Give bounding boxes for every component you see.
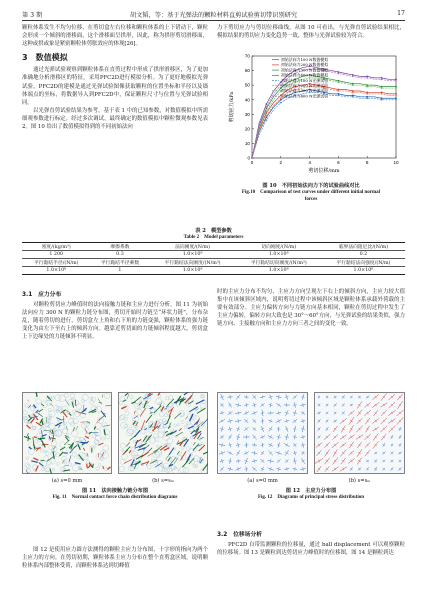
y-tick-label: 40 [244, 97, 250, 103]
y-tick-label: 30 [244, 111, 250, 117]
table-header-cell: 密度/(kg/m³) [22, 242, 90, 250]
legend-label: 初始法向力400 N光弹试验 [281, 93, 329, 99]
fig10-caption-en: Fig.10 Comparison of test curves under different initial normal forces [241, 190, 381, 202]
fig12 [217, 392, 405, 502]
legend-label: 初始法向力100 N数值模拟 [281, 57, 329, 62]
x-tick-label: 8 [365, 160, 369, 165]
series-point [338, 81, 340, 83]
table-header-cell: 平行黏结切向刚度/(N/m³) [236, 258, 322, 266]
fig11 [22, 392, 208, 502]
table-cell: 1.0×10⁸ [236, 267, 322, 275]
x-tick-label: 2 [279, 160, 283, 165]
series-point [395, 94, 397, 96]
table2-caption-cn: 表 2 模型参数 [195, 228, 232, 234]
table-header-cell: 切向刚度/(N/m) [236, 242, 322, 250]
series-point [266, 106, 268, 108]
series-point [251, 157, 253, 159]
fig12-sub-b: (b) s=sₘ [348, 478, 371, 484]
series-point [366, 93, 368, 95]
series-point [395, 99, 397, 101]
table-cell: 1 200 [22, 250, 90, 258]
force-chain [41, 460, 45, 461]
series-point [395, 80, 397, 82]
series-point [352, 92, 354, 94]
x-tick-label: 4 [308, 160, 311, 165]
x-axis-label: 剪切位移/mm [308, 168, 340, 174]
paragraph: PFC2D 自带监测颗粒的位移量，通过 ball displacement 可以观察颗粒的位移场。图 13 是颗粒到达剪切应力峰值时的位移图，图 14 是颗粒到达 [217, 542, 405, 557]
table2 [22, 228, 405, 275]
series-point [338, 73, 340, 75]
x-tick-label: 10 [393, 160, 399, 165]
table-header-cell: 摩擦系数 [90, 242, 149, 250]
table-header-cell: 平行黏结半径乘数 [90, 258, 149, 266]
right-column-top [217, 24, 405, 40]
series-point [381, 78, 383, 80]
series-point [352, 96, 354, 98]
table-header-cell: 平行黏结法向强度/(N/m) [322, 258, 405, 266]
table-cell: 0.2 [322, 250, 405, 258]
section-title-3: 3 数值模拟 [22, 53, 68, 63]
left-column-section31 [22, 288, 208, 342]
table-cell: 1.0×10⁸ [236, 250, 322, 258]
shear-stress-chart [226, 52, 402, 180]
right-column-bottom [217, 528, 405, 557]
series-point [352, 76, 354, 78]
parameter-table [22, 242, 405, 276]
fig11-caption-cn: 图 11 法向接触力链分布图 [81, 488, 149, 494]
table-cell: 1.0×10⁸ [149, 267, 235, 275]
fig10-caption-cn: 图 10 不同初始法向力下的试验曲线对比 [262, 183, 360, 189]
fig10-chart [226, 52, 402, 180]
series-point [266, 119, 268, 121]
paragraph: 对颗粒剪切应力峰值时的法向接触力链和主应力进行分析，图 11 为初始法向应力 300 N 的颗粒力链分布图，剪切开始时力链呈“环状力链”，分布杂乱，随着剪切的进行，剪切盒左上角和右下角的力链变强，颗粒体系的强力链变化为由左下至右上的倾斜方向。越靠近剪切面的力链倾斜程度越大，剪切盒上下边缘处的力链倾斜不明显。 [22, 302, 208, 341]
image-frame [119, 393, 208, 474]
principal-stress-image-b [314, 392, 405, 474]
section-title-31: 3.1 应力分布 [22, 292, 62, 298]
y-tick-label: 20 [244, 126, 250, 132]
series-point [366, 97, 368, 99]
series-point [266, 115, 268, 117]
table-header-cell: 平行黏结法向刚度/(N/m³) [149, 258, 235, 266]
table-header-cell: 临界法向阻尼比/(N/m) [322, 242, 405, 250]
legend-label: 初始法向力300 N数值模拟 [281, 67, 329, 73]
x-tick-label: 6 [337, 160, 340, 165]
left-column-bottom [22, 546, 208, 570]
table-cell: 0.3 [90, 250, 149, 258]
series-point [338, 94, 340, 96]
paragraph: 力下剪切应力与剪切位移曲线，从图 10 可看出，与光弹直剪试验结果相比，模拟结果的剪切应力变化趋势一致，整体与光弹试验较为符合。 [217, 25, 405, 40]
y-tick-label: 60 [244, 68, 250, 74]
table-header-cell: 法向刚度/(N/m) [149, 242, 235, 250]
paragraph: 图 12 是使用应力圆方法测得的颗粒主应力分布图，十字形的指向为两个主应力的方向。在剪切初期，颗粒体系主应力分布在整个直剪盒区域，说明颗粒体系内部整体受荷，而颗粒体系达到切峰值 [22, 547, 208, 570]
table-cell: 1.0×10⁸ [322, 267, 405, 275]
table-header-cell: 平行黏结半径/(N/m) [22, 258, 90, 266]
series-line-0 [252, 90, 396, 158]
y-axis-label: 剪切应力/kPa [229, 91, 235, 123]
legend-label: 初始法向力200 N数值模拟 [281, 62, 329, 68]
fig11-sub-a: (a) s=0 mm [51, 478, 83, 484]
table-cell: 1.0×10⁸ [149, 250, 235, 258]
paragraph: 通过光弹试验观察到颗粒体系在直剪过程中形成了拱形滑移区，为了更加准确地分析滑移区的特征，采用PFC2D进行模拟分析。为了更好地模拟光弹试验，PFC2D的建模是通过光弹试验图像获取颗粒的位置坐标和半径以及墙体端点的坐标，将数据导入到PFC2D中，保证颗粒尺寸与位置与光弹试验相同。 [22, 67, 208, 106]
series-point [266, 103, 268, 105]
table2-caption-en: Table 2 Model parameters [183, 235, 244, 240]
y-tick-label: 70 [244, 53, 250, 59]
legend-label: 初始法向力300 N光弹试验 [281, 88, 329, 94]
series-point [280, 102, 282, 104]
right-column-middle [217, 288, 405, 328]
principal-stress-image-a [217, 392, 308, 474]
fig11-sub-b: (b) s=sₘ [152, 478, 174, 484]
series-point [395, 87, 397, 89]
paragraph: 颗粒体系发生不均匀位移，在剪切盒左右位移和颗粒体系的上下错动下，颗粒会形成一个倾斜的滑移面，这个滑移面呈拱形，因此，称为拱形剪切滑移面，这种或拱或象是紧密颗粒体剪胀效应的体现[26]。 [22, 25, 208, 48]
paragraph: 以光弹直剪试验结果为参考，基于表 1 中的已知参数，对数值模拟中所需细观参数进行标定。经过多次调试，最终确定的数值模拟中颗粒微观参数见表 2。图 10 给出了数值模拟得到的不同初始法向 [22, 107, 208, 131]
force-chain [87, 464, 88, 469]
legend-label: 初始法向力400 N数值模拟 [281, 72, 329, 78]
left-column-top [22, 24, 208, 131]
series-point [266, 110, 268, 112]
issue-label: 第 3 期 [22, 12, 43, 19]
series-point [381, 87, 383, 89]
running-title: 胡文韬，等：基于光弹法的颗粒材料直剪试验剪切带识别研究 [129, 12, 298, 19]
y-tick-label: 50 [244, 82, 250, 88]
table-cell: 1 [90, 267, 149, 275]
y-tick-label: 10 [244, 141, 250, 147]
legend-label: 初始法向力100 N光弹试验 [281, 77, 329, 83]
series-point [338, 90, 340, 92]
x-tick-label: 0 [250, 160, 254, 165]
series-point [381, 93, 383, 95]
fig12-caption-cn: 图 12 主应力分布图 [285, 488, 337, 494]
force-chain-image-b [118, 392, 208, 474]
legend-label: 初始法向力200 N光弹试验 [281, 83, 329, 88]
running-header [22, 8, 405, 21]
page-number: 17 [397, 10, 405, 17]
series-point [366, 77, 368, 79]
section-title-32: 3.2 位移场分析 [217, 532, 263, 538]
y-tick-label: 0 [247, 155, 250, 161]
fig12-caption-en: Fig. 12 Diagrams of principal stress distribution [257, 495, 365, 500]
fig10-caption [217, 183, 405, 203]
series-point [352, 84, 354, 86]
series-point [366, 86, 368, 88]
force-chain [103, 466, 104, 469]
force-chain-image-a [22, 392, 112, 474]
paragraph: 时的主应力分布不均匀，主应力方向呈现左下右上的倾斜方向，主应力较大值集中在该倾斜区域内，说明剪切过程中该倾斜区域是颗粒体系承载外荷载的主要有效部分。主应力偏转方向与力链方向基本相同，颗粒在剪切过程中发生了主应力偏转，偏转方向大致也是 30°～60°方向，与光弹试验的结果类似，强力链方向、主接触方向和主应力方向三者之间的变化一致。 [217, 289, 405, 328]
fig12-sub-a: (a) s=0 mm [247, 478, 278, 484]
series-point [381, 99, 383, 101]
fig11-caption-en: Fig. 11 Normal contact force chain distribution diagrams [52, 495, 178, 500]
table-cell: 1.0×10⁸ [22, 267, 90, 275]
